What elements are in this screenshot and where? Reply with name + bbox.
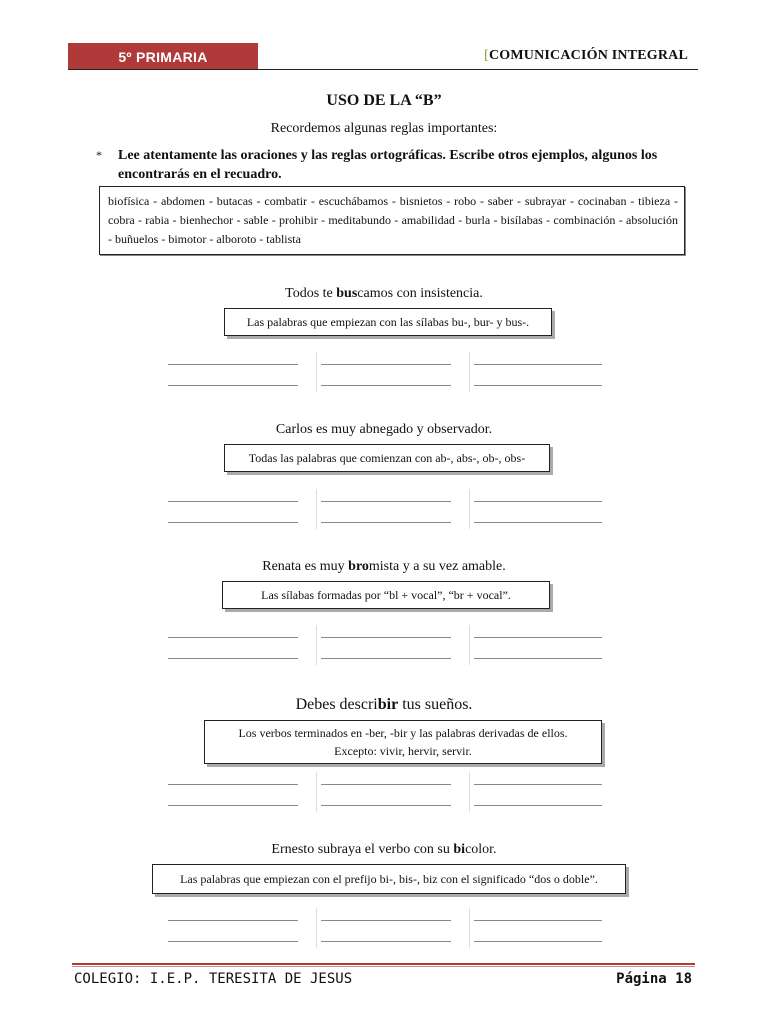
answer-line[interactable] [168,941,298,942]
column-divider [469,772,470,812]
rule-box: Las sílabas formadas por “bl + vocal”, “br + vocal”. [222,581,550,609]
rule-line-2: Excepto: vivir, hervir, servir. [334,744,472,758]
footer-divider [72,963,695,965]
subject-title [484,48,688,64]
column-divider [316,352,317,392]
answer-line[interactable] [168,501,298,502]
answer-line[interactable] [321,941,451,942]
answer-line[interactable] [168,385,298,386]
answer-line[interactable] [321,522,451,523]
answer-line[interactable] [321,805,451,806]
footer-divider-thin [72,966,695,967]
answer-lines-5 [168,908,602,948]
page-title: USO DE LA “B” [326,92,442,109]
section-1 [0,286,768,336]
answer-lines-1 [168,352,602,392]
answer-line[interactable] [168,805,298,806]
subject-bracket: [ [484,48,489,63]
instruction-text: Lee atentamente las oraciones y las reglas ortográficas. Escribe otros ejemplos, algunos los encontrarás en el recuadro. [118,148,658,182]
instruction-bullet: * [96,148,102,162]
answer-line[interactable] [474,637,602,638]
answer-line[interactable] [168,522,298,523]
section-2 [0,422,768,472]
column-divider [316,489,317,529]
rule-box [204,720,602,764]
answer-line[interactable] [321,920,451,921]
example-sentence: Renata es muy bromista y a su vez amable. [262,559,506,574]
header-divider [68,69,698,70]
example-sentence: Debes describir tus sueños. [295,696,473,713]
answer-line[interactable] [321,364,451,365]
example-sentence: Ernesto subraya el verbo con su bicolor. [271,842,497,857]
grade-banner: 5º PRIMARIA [68,43,258,70]
page-number: Página 18 [616,971,692,987]
answer-line[interactable] [321,501,451,502]
answer-line[interactable] [474,941,602,942]
column-divider [469,625,470,665]
answer-line[interactable] [474,784,602,785]
word-bank-box: biofísica - abdomen - butacas - combatir - escuchábamos - bisnietos - robo - saber - subrayar - cocinaban - tibieza - cobra - rabia - bienhechor - sable - prohibir - meditabundo - amabilidad - burla - bisílabas - combinación - absolución - buñuelos - bimotor - alboroto - tablista [99,186,685,255]
answer-line[interactable] [321,784,451,785]
column-divider [316,625,317,665]
answer-line[interactable] [168,364,298,365]
section-3 [0,559,768,609]
answer-line[interactable] [474,522,602,523]
answer-line[interactable] [474,920,602,921]
answer-line[interactable] [474,805,602,806]
section-4 [0,696,768,764]
instruction [96,146,676,184]
answer-line[interactable] [168,658,298,659]
answer-line[interactable] [474,501,602,502]
page-subtitle: Recordemos algunas reglas importantes: [270,121,498,136]
rule-line-1: Los verbos terminados en -ber, -bir y las palabras derivadas de ellos. [238,726,568,740]
answer-lines-2 [168,489,602,529]
answer-line[interactable] [168,784,298,785]
rule-box: Todas las palabras que comienzan con ab-, abs-, ob-, obs- [224,444,550,472]
answer-line[interactable] [321,385,451,386]
column-divider [469,352,470,392]
section-5 [0,842,768,894]
school-name: COLEGIO: I.E.P. TERESITA DE JESUS [74,971,353,987]
answer-line[interactable] [474,364,602,365]
answer-line[interactable] [168,637,298,638]
example-sentence: Carlos es muy abnegado y observador. [275,422,493,437]
column-divider [469,908,470,948]
rule-box: Las palabras que empiezan con las sílabas bu-, bur- y bus-. [224,308,552,336]
example-sentence: Todos te buscamos con insistencia. [285,286,483,301]
answer-line[interactable] [321,637,451,638]
rule-box: Las palabras que empiezan con el prefijo bi-, bis-, biz con el significado “dos o doble”. [152,864,626,894]
column-divider [316,772,317,812]
answer-line[interactable] [474,658,602,659]
answer-lines-3 [168,625,602,665]
column-divider [469,489,470,529]
subject-label: COMUNICACIÓN INTEGRAL [488,48,688,63]
answer-line[interactable] [321,658,451,659]
answer-line[interactable] [474,385,602,386]
answer-lines-4 [168,772,602,812]
column-divider [316,908,317,948]
answer-line[interactable] [168,920,298,921]
